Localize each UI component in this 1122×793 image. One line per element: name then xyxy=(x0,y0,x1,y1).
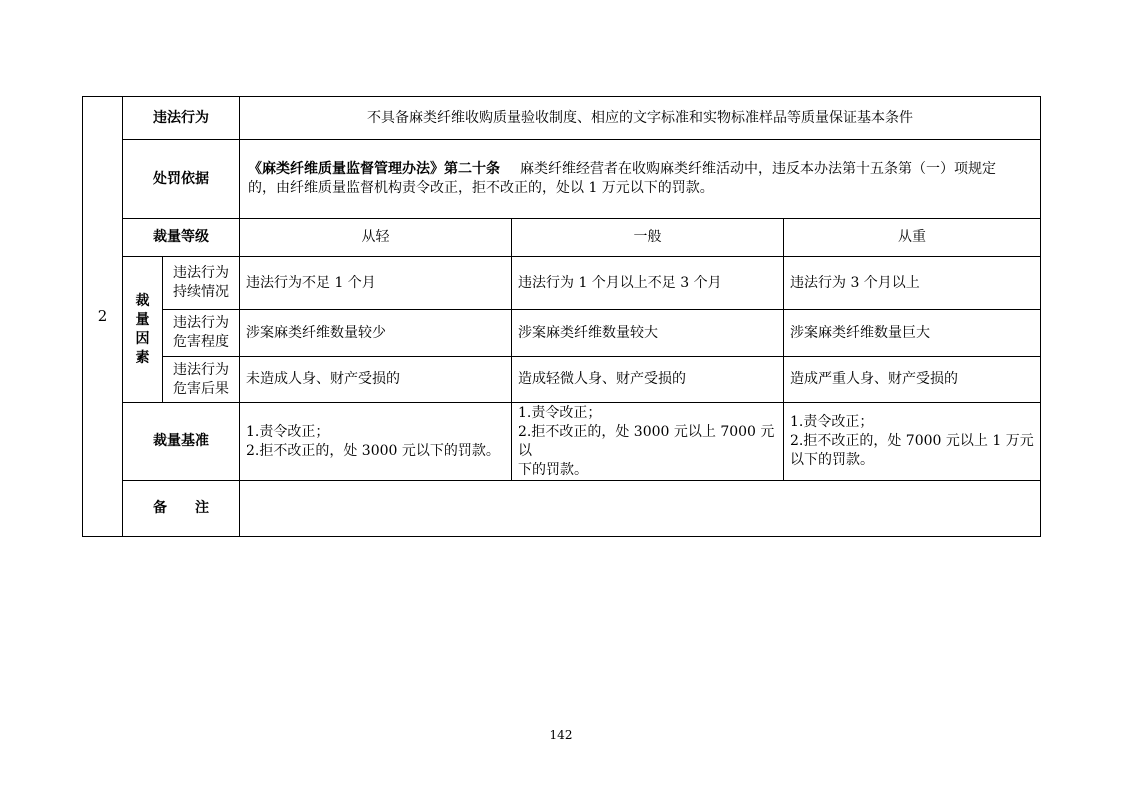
basis-text-line1: 麻类纤维经营者在收购麻类纤维活动中，违反本办法第十五条第（一）项规定 xyxy=(520,161,996,177)
basis-cell xyxy=(240,140,1041,219)
standards-label: 裁量基准 xyxy=(123,403,240,481)
factor-row-consequence xyxy=(83,357,1041,403)
page-number: 142 xyxy=(549,728,573,742)
level-general: 一般 xyxy=(512,219,784,257)
factor-duration-general: 违法行为 1 个月以上不足 3 个月 xyxy=(512,257,784,310)
level-light: 从轻 xyxy=(240,219,512,257)
standard-general: 1.责令改正； 2.拒不改正的，处 3000 元以上 7000 元以 下的罚款。 xyxy=(512,403,784,481)
factor-duration-light: 违法行为不足 1 个月 xyxy=(240,257,512,310)
factor-label-severity: 违法行为 危害程度 xyxy=(163,310,240,357)
factor-label-duration: 违法行为 持续情况 xyxy=(163,257,240,310)
level-heavy: 从重 xyxy=(784,219,1041,257)
remarks-row xyxy=(83,481,1041,537)
penalty-discretion-table xyxy=(82,96,1041,537)
factor-consequence-general: 造成轻微人身、财产受损的 xyxy=(512,357,784,403)
levels-label: 裁量等级 xyxy=(123,219,240,257)
factor-severity-heavy: 涉案麻类纤维数量巨大 xyxy=(784,310,1041,357)
row-number: 2 xyxy=(83,97,123,537)
factor-severity-light: 涉案麻类纤维数量较少 xyxy=(240,310,512,357)
factor-duration-heavy: 违法行为 3 个月以上 xyxy=(784,257,1041,310)
violation-label: 违法行为 xyxy=(123,97,240,140)
standard-heavy: 1.责令改正； 2.拒不改正的，处 7000 元以上 1 万元 以下的罚款。 xyxy=(784,403,1041,481)
remarks-text xyxy=(240,481,1041,537)
factors-label: 裁 量 因 素 xyxy=(123,257,163,403)
standards-row xyxy=(83,403,1041,481)
violation-text: 不具备麻类纤维收购质量验收制度、相应的文字标准和实物标准样品等质量保证基本条件 xyxy=(240,97,1041,140)
basis-text-line2: 的，由纤维质量监督机构责令改正，拒不改正的，处以 1 万元以下的罚款。 xyxy=(248,180,714,196)
levels-row xyxy=(83,219,1041,257)
basis-title: 《麻类纤维质量监督管理办法》第二十条 xyxy=(248,161,500,177)
factor-row-severity xyxy=(83,310,1041,357)
factor-consequence-light: 未造成人身、财产受损的 xyxy=(240,357,512,403)
standard-light: 1.责令改正； 2.拒不改正的，处 3000 元以下的罚款。 xyxy=(240,403,512,481)
factor-severity-general: 涉案麻类纤维数量较大 xyxy=(512,310,784,357)
remarks-label: 备 注 xyxy=(123,481,240,537)
violation-row xyxy=(83,97,1041,140)
factor-row-duration xyxy=(83,257,1041,310)
basis-label: 处罚依据 xyxy=(123,140,240,219)
factor-consequence-heavy: 造成严重人身、财产受损的 xyxy=(784,357,1041,403)
factor-label-consequence: 违法行为 危害后果 xyxy=(163,357,240,403)
basis-row xyxy=(83,140,1041,219)
